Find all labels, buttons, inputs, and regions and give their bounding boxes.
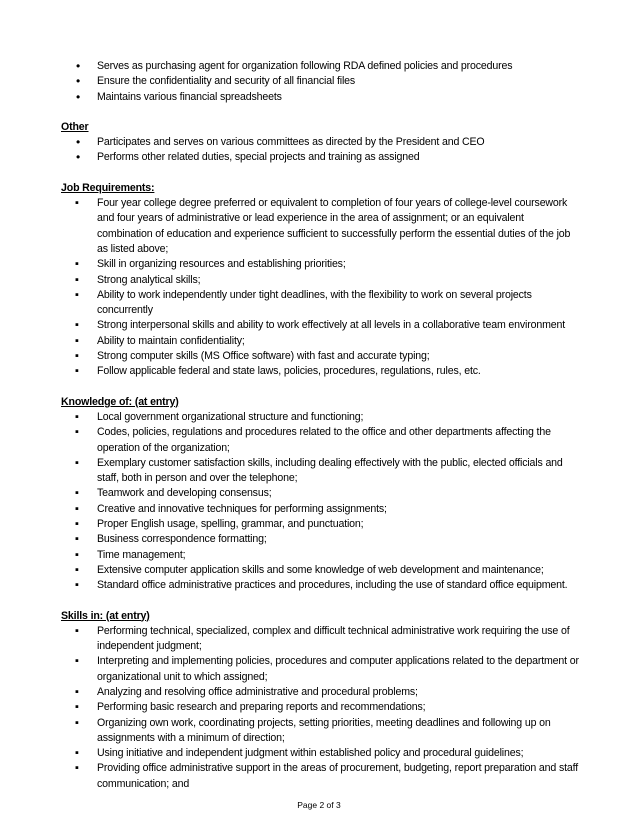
list-item: • Serves as purchasing agent for organization following RDA defined policies and procedures — [61, 59, 581, 74]
list-item: ▪ Strong interpersonal skills and ability to work effectively at all levels in a collaborative team environment — [61, 318, 581, 333]
list-item: • Participates and serves on various committees as directed by the President and CEO — [61, 135, 581, 150]
page-number-footer: Page 2 of 3 — [297, 800, 341, 810]
other-bullet-list — [61, 135, 581, 166]
section-heading-job-requirements: Job Requirements: — [61, 181, 155, 194]
section-heading-other: Other — [61, 120, 89, 133]
list-item: ▪ Skill in organizing resources and establishing priorities; — [61, 257, 581, 272]
job-requirements-list — [61, 196, 581, 380]
list-item: ▪ Creative and innovative techniques for performing assignments; — [61, 502, 581, 517]
list-item: ▪ Follow applicable federal and state laws, policies, procedures, regulations, rules, etc. — [61, 364, 581, 379]
list-item: ▪ Ability to work independently under tight deadlines, with the flexibility to work on several projects concurrently — [61, 288, 581, 319]
knowledge-list — [61, 410, 581, 594]
list-item: • Performs other related duties, special projects and training as assigned — [61, 150, 581, 165]
list-item: ▪ Providing office administrative support in the areas of procurement, budgeting, report preparation and staff communication; and — [61, 761, 581, 792]
list-item: • Maintains various financial spreadsheets — [61, 90, 581, 105]
list-item: • Ensure the confidentiality and security of all financial files — [61, 74, 581, 89]
list-item: ▪ Time management; — [61, 548, 581, 563]
list-item: ▪ Codes, policies, regulations and procedures related to the office and other departments affecting the operation of the organization; — [61, 425, 581, 456]
list-item: ▪ Standard office administrative practices and procedures, including the use of standard office equipment. — [61, 578, 581, 593]
section-heading-skills: Skills in: (at entry) — [61, 609, 150, 622]
list-item: ▪ Proper English usage, spelling, grammar, and punctuation; — [61, 517, 581, 532]
list-item: ▪ Business correspondence formatting; — [61, 532, 581, 547]
list-item: ▪ Teamwork and developing consensus; — [61, 486, 581, 501]
list-item: ▪ Strong computer skills (MS Office software) with fast and accurate typing; — [61, 349, 581, 364]
intro-bullet-list — [61, 59, 581, 105]
skills-list — [61, 624, 581, 792]
list-item: ▪ Local government organizational structure and functioning; — [61, 410, 581, 425]
list-item: ▪ Using initiative and independent judgment within established policy and procedural guidelines; — [61, 746, 581, 761]
list-item: ▪ Exemplary customer satisfaction skills, including dealing effectively with the public, elected officials and staff, both in person and over the telephone; — [61, 456, 581, 487]
list-item: ▪ Performing basic research and preparing reports and recommendations; — [61, 700, 581, 715]
list-item: ▪ Organizing own work, coordinating projects, setting priorities, meeting deadlines and following up on assignments with a minimum of direction; — [61, 716, 581, 747]
section-heading-knowledge: Knowledge of: (at entry) — [61, 395, 179, 408]
list-item: ▪ Extensive computer application skills and some knowledge of web development and maintenance; — [61, 563, 581, 578]
list-item: ▪ Ability to maintain confidentiality; — [61, 334, 581, 349]
list-item: ▪ Strong analytical skills; — [61, 273, 581, 288]
list-item: ▪ Analyzing and resolving office administrative and procedural problems; — [61, 685, 581, 700]
list-item: ▪ Interpreting and implementing policies, procedures and computer applications related to the department or organizational unit to which assigned; — [61, 654, 581, 685]
list-item: ▪ Four year college degree preferred or equivalent to completion of four years of college-level coursework and four years of administrative or lead experience in the area of assignment; or an equivalent combination of education and experience sufficient to successfully perform the essential duties of the job as listed above; — [61, 196, 581, 257]
list-item: ▪ Performing technical, specialized, complex and difficult technical administrative work requiring the use of independent judgment; — [61, 624, 581, 655]
page-content — [61, 59, 581, 792]
